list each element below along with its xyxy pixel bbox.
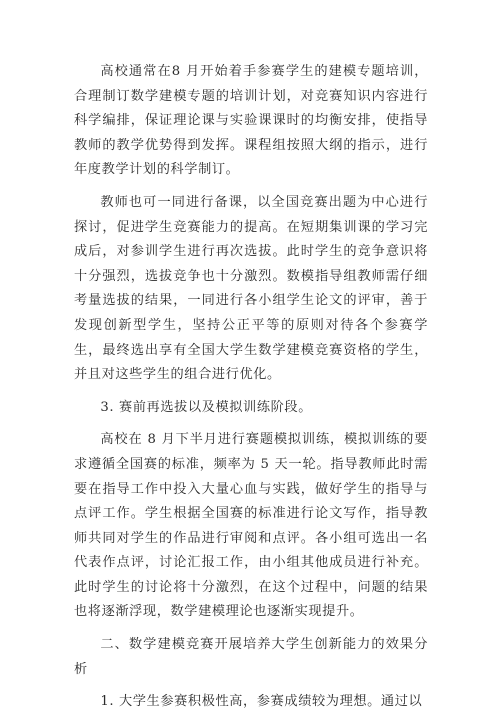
paragraph-joint-preparation: 教师也可一同进行备课，以全国竞赛出题为中心进行探讨，促进学生竞赛能力的提高。在短期集训课的学习完成后，对参训学生进行再次选拔。此时学生的竞争意识将十分强烈，选拔竞争也十分激烈。数模指导组教师需仔细考量选拔的结果，一同进行各小组学生论文的评审，善于发现创新型学生，坚持公正平等的原则对待各个参赛学生，最终选出享有全国大学生数学建模竞赛资格的学生，并且对这些学生的组合进行优化。 (74, 194, 428, 383)
paragraph-heading-reselection: 3. 赛前再选拔以及模拟训练阶段。 (100, 399, 312, 415)
paragraph-participation: 1. 大学生参赛积极性高，参赛成绩较为理想。通过以 (100, 694, 423, 710)
document-body (74, 60, 428, 723)
paragraph-training-plan: 高校通常在8 月开始着手参赛学生的建模专题培训，合理制订数学建模专题的培训计划，对竞赛知识内容进行科学编排，保证理论课与实验课课时的均衡安排，使指导教师的教学优势得到发挥。课程组按照大纲的指示，进行年度教学计划的科学制订。 (74, 64, 428, 178)
section-heading-effect-analysis: 二、数学建模竞赛开展培养大学生创新能力的效果分析 (74, 637, 428, 677)
paragraph-simulation-training: 高校在 8 月下半月进行赛题模拟训练，模拟训练的要求遵循全国赛的标准，频率为 5 天一轮。指导教师此时需要在指导工作中投入大量心血与实践，做好学生的指导与点评工作。学生根据全国赛的标准进行论文写作，指导教师共同对学生的作品进行审阅和点评。各小组可选出一名代表作点评，讨论汇报工作，由小组其他成员进行补充。此时学生的讨论将十分激烈，在这个过程中，问题的结果也将逐渐浮现，数学建模理论也逐渐实现提升。 (74, 432, 428, 620)
